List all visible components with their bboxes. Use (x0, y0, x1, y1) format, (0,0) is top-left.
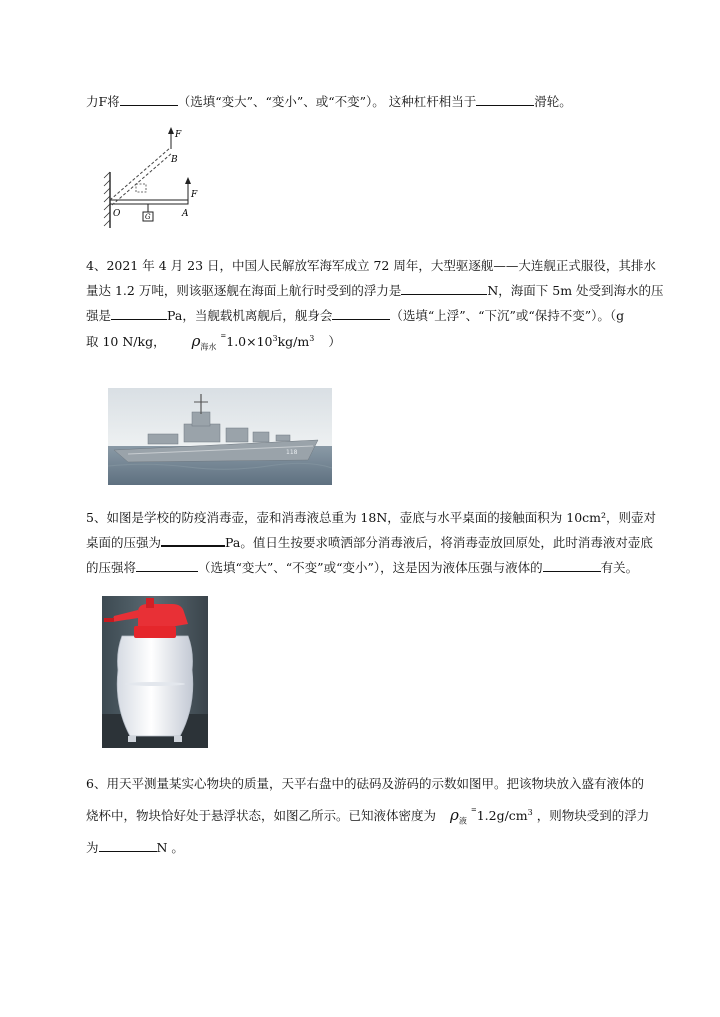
pump-handle (138, 604, 188, 626)
weight-dashed-box (136, 184, 146, 192)
q5-line-2 (86, 533, 653, 551)
lever-bar (110, 200, 188, 204)
label-F-top: F (175, 130, 182, 140)
q3-blank-2[interactable] (476, 93, 534, 106)
q6-l3-a: 为 (86, 840, 99, 855)
q5-blank-change[interactable] (136, 559, 198, 572)
wall-hatch (104, 172, 110, 226)
q4-eq-unit: kg/m (277, 334, 310, 349)
spray-bottle-photo (102, 596, 208, 748)
q4-eq-mark: = (220, 332, 227, 340)
pump-knob (146, 598, 154, 608)
q6-eq-value: 1.2g/cm (476, 808, 528, 823)
q5-l3-b: （选填“变大”、“不变”或“变小”），这是因为液体压强与液体的 (198, 560, 543, 575)
q6-eq-exp: 3 (527, 807, 533, 817)
q6-line-1: 6、用天平测量某实心物块的质量，天平右盘中的砝码及游码的示数如图甲。把该物块放入盛有液体的 (86, 776, 644, 791)
rotated-lever-2 (112, 153, 172, 205)
q4-line-4 (86, 332, 341, 353)
label-A: A (182, 209, 189, 219)
q3-text-c: 滑轮。 (534, 94, 572, 109)
q5-line-1: 5、如图是学校的防疫消毒壶，壶和消毒液总重为 18N，壶底与水平桌面的接触面积为 10cm²，则壶对 (86, 510, 657, 525)
q4-blank-pressure[interactable] (111, 307, 167, 320)
q5-blank-pressure[interactable] (161, 533, 225, 547)
q5-l3-c: 有关。 (600, 560, 639, 575)
q4-l4-end: ） (328, 334, 341, 349)
nozzle-tip (104, 618, 114, 622)
q4-l3-b: Pa，当舰载机离舰后，舰身会 (167, 308, 333, 323)
label-G: G (145, 213, 151, 221)
q6-line-3 (86, 838, 184, 856)
q6-rho: ρ (450, 806, 459, 824)
bottle-foot-right (174, 736, 182, 742)
q4-eq-exp: 3 (272, 333, 278, 343)
label-B: B (171, 155, 178, 165)
q4-line-3 (86, 306, 624, 324)
q4-l4-a: 取 10 N/kg， (86, 334, 166, 349)
label-O: O (113, 209, 121, 219)
q3-text-a: 力F将 (86, 94, 120, 109)
lever-diagram (98, 126, 210, 230)
rotated-lever-1 (110, 148, 170, 200)
q5-l3-a: 的压强将 (86, 560, 137, 575)
q5-line-3 (86, 558, 638, 576)
q6-rho-sub: 液 (458, 816, 467, 826)
destroyer-photo (108, 388, 332, 485)
bottle-foot-left (128, 736, 136, 742)
q4-rho: ρ (191, 332, 201, 350)
q6-l2-b: ，则物块受到的浮力 (536, 808, 650, 823)
q6-blank-force[interactable] (99, 839, 157, 852)
q5-l2-a: 桌面的压强为 (86, 535, 162, 550)
q6-l2-a: 烧杯中，物块恰好处于悬浮状态，如图乙所示。已知液体密度为 (86, 808, 437, 823)
q5-blank-factor[interactable] (543, 559, 601, 572)
q4-rho-sub: 海水 (200, 342, 217, 352)
q4-l2-b: N，海面下 5m 处受到海水的压 (487, 283, 664, 298)
q4-l3-c: （选填“上浮”、“下沉”或“保持不变”）。（g (390, 308, 625, 323)
q4-l2-a: 量达 1.2 万吨，则该驱逐舰在海面上航行时受到的浮力是 (86, 283, 402, 298)
q4-blank-float[interactable] (332, 307, 390, 320)
q3-line-1 (86, 92, 572, 110)
q3-text-b: （选填“变大”、“变小”、或“不变”）。 这种杠杆相当于 (177, 94, 477, 109)
q5-l2-b: Pa。值日生按要求喷洒部分消毒液后，将消毒壶放回原处，此时消毒液对壶底 (225, 535, 653, 550)
q4-eq-value: 1.0×10 (226, 334, 273, 349)
force-arrowhead-A (185, 177, 191, 184)
q3-blank-1[interactable] (120, 93, 178, 106)
q4-line-1: 4、2021 年 4 月 23 日，中国人民解放军海军成立 72 周年，大型驱逐舰——大连舰正式服役，其排水 (86, 258, 656, 273)
q4-line-2 (86, 281, 664, 299)
q6-line-2 (86, 806, 649, 827)
force-arrowhead-B (168, 127, 174, 134)
label-F-right: F (191, 190, 198, 200)
q4-l3-a: 强是 (86, 308, 112, 323)
q4-eq-unit-exp: 3 (309, 333, 315, 343)
pump-collar (134, 626, 176, 638)
bottle-seam (125, 682, 185, 686)
q6-eq-mark: = (470, 806, 477, 814)
q4-blank-buoyancy[interactable] (401, 282, 487, 295)
q6-l3-b: N 。 (156, 840, 184, 855)
hull-number: 118 (286, 449, 298, 456)
